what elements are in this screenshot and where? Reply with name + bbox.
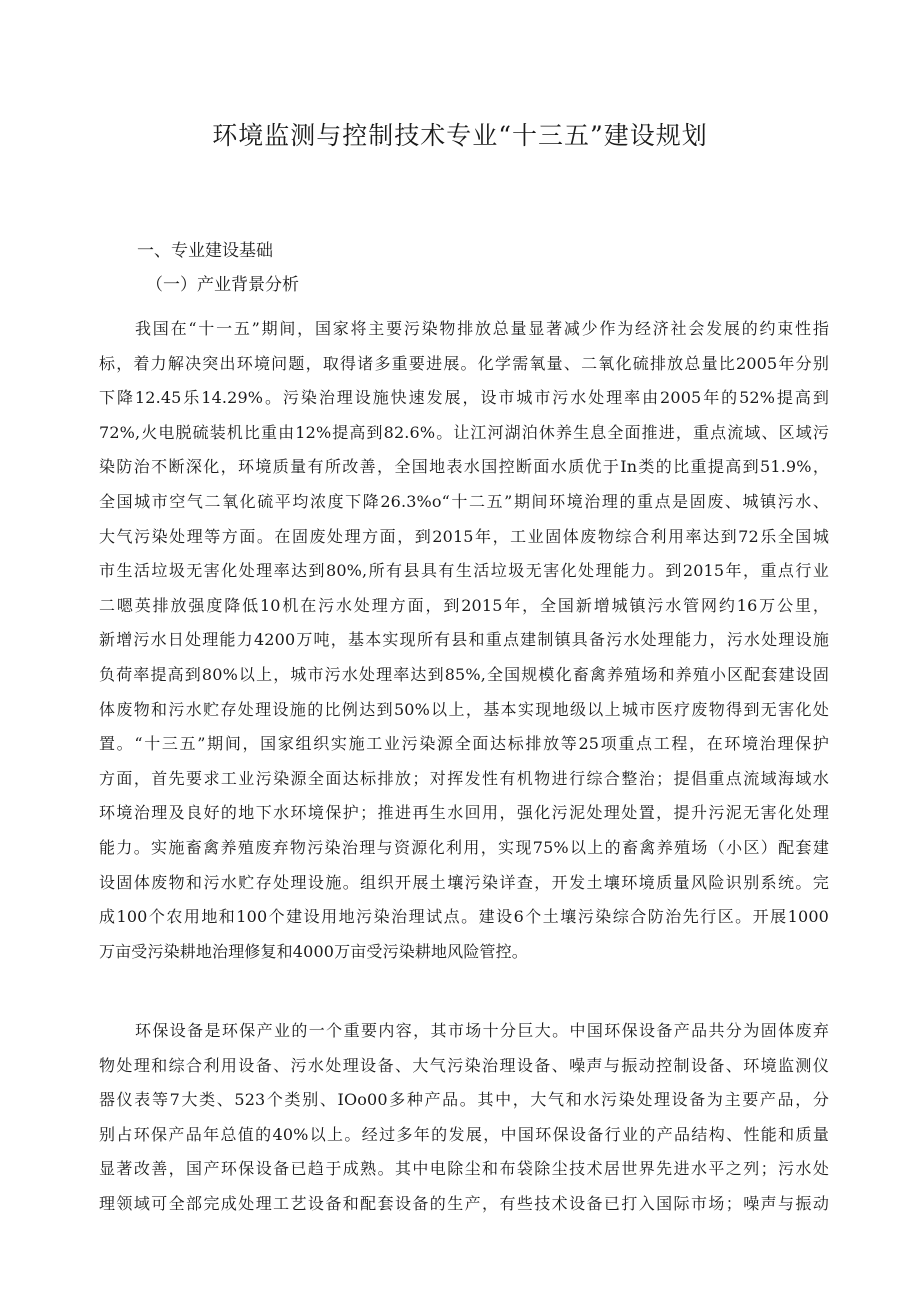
paragraph-line: 二嗯英排放强度降低10机在污水处理方面，到2015年，全国新增城镇污水管网约16万公里，: [99, 595, 829, 615]
paragraph-line: 标，着力解决突出环境问题，取得诸多重要进展。化学需氧量、二氧化硫排放总量比2005年分别: [99, 353, 829, 373]
paragraph-line: 显著改善，国产环保设备已趋于成熟。其中电除尘和布袋除尘技术居世界先进水平之列；污水处: [99, 1159, 829, 1179]
paragraph-line: 新增污水日处理能力4200万吨，基本实现所有县和重点建制镇具备污水处理能力，污水处理设施: [99, 630, 829, 650]
subsection-heading: （一）产业背景分析: [146, 275, 299, 295]
paragraph-line: 全国城市空气二氧化硫平均浓度下降26.3%o“十二五”期间环境治理的重点是固废、城镇污水、: [99, 491, 829, 511]
paragraph-environmental-equipment: [99, 1014, 829, 1222]
paragraph-line: 方面，首先要求工业污染源全面达标排放；对挥发性有机物进行综合整治；提倡重点流域海域水: [99, 768, 829, 788]
paragraph-line: 置。“十三五”期间，国家组织实施工业污染源全面达标排放等25项重点工程，在环境治理保护: [99, 734, 829, 754]
paragraph-line: 负荷率提高到80%以上，城市污水处理率达到85%,全国规模化畜禽养殖场和养殖小区配套建设固: [99, 664, 829, 684]
paragraph-line: 物处理和综合利用设备、污水处理设备、大气污染治理设备、噪声与振动控制设备、环境监测仪: [99, 1055, 829, 1075]
paragraph-line: 器仪表等7大类、523个类别、IOo00多种产品。其中，大气和水污染处理设备为主要产品，分: [99, 1090, 829, 1110]
paragraph-line: 市生活垃圾无害化处理率达到80%,所有县具有生活垃圾无害化处理能力。到2015年，重点行业: [99, 561, 829, 581]
paragraph-line: 设固体废物和污水贮存处理设施。组织开展土壤污染详查，开发土壤环境质量风险识别系统。完: [99, 872, 829, 892]
paragraph-line: 环保设备是环保产业的一个重要内容，其市场十分巨大。中国环保设备产品共分为固体废弃: [135, 1021, 829, 1040]
paragraph-line: 下降12.45乐14.29%。污染治理设施快速发展，设市城市污水处理率由2005年的52%提高到: [99, 388, 829, 408]
paragraph-line: 体废物和污水贮存处理设施的比例达到50%以上，基本实现地级以上城市医疗废物得到无害化处: [99, 699, 829, 719]
paragraph-industry-background: [99, 312, 829, 969]
document-title: 环境监测与控制技术专业“十三五”建设规划: [212, 121, 708, 150]
paragraph-line: 能力。实施畜禽养殖废弃物污染治理与资源化利用，实现75%以上的畜禽养殖场（小区）配套建: [99, 837, 829, 857]
paragraph-line: 理领域可全部完成处理工艺设备和配套设备的生产，有些技术设备已打入国际市场；噪声与振动: [99, 1193, 829, 1213]
paragraph-line: 万亩受污染耕地治理修复和4000万亩受污染耕地风险管控。: [99, 941, 528, 961]
paragraph-line: 我国在“十一五”期间，国家将主要污染物排放总量显著减少作为经济社会发展的约束性指: [135, 319, 829, 338]
section-heading: 一、专业建设基础: [137, 241, 273, 261]
paragraph-line: 72%,火电脱硫装机比重由12%提高到82.6%。让江河湖泊休养生息全面推进，重点流域、区域污: [99, 422, 829, 442]
paragraph-line: 别占环保产品年总值的40%以上。经过多年的发展，中国环保设备行业的产品结构、性能和质量: [99, 1124, 829, 1144]
paragraph-line: 成100个农用地和100个建设用地污染治理试点。建设6个土壤污染综合防治先行区。开展1000: [99, 907, 829, 927]
paragraph-line: 环境治理及良好的地下水环境保护；推进再生水回用，强化污泥处理处置，提升污泥无害化处理: [99, 803, 829, 823]
paragraph-line: 染防治不断深化，环境质量有所改善，全国地表水国控断面水质优于In类的比重提高到51.9%，: [99, 457, 829, 477]
paragraph-line: 大气污染处理等方面。在固废处理方面，到2015年，工业固体废物综合利用率达到72乐全国城: [99, 526, 829, 546]
